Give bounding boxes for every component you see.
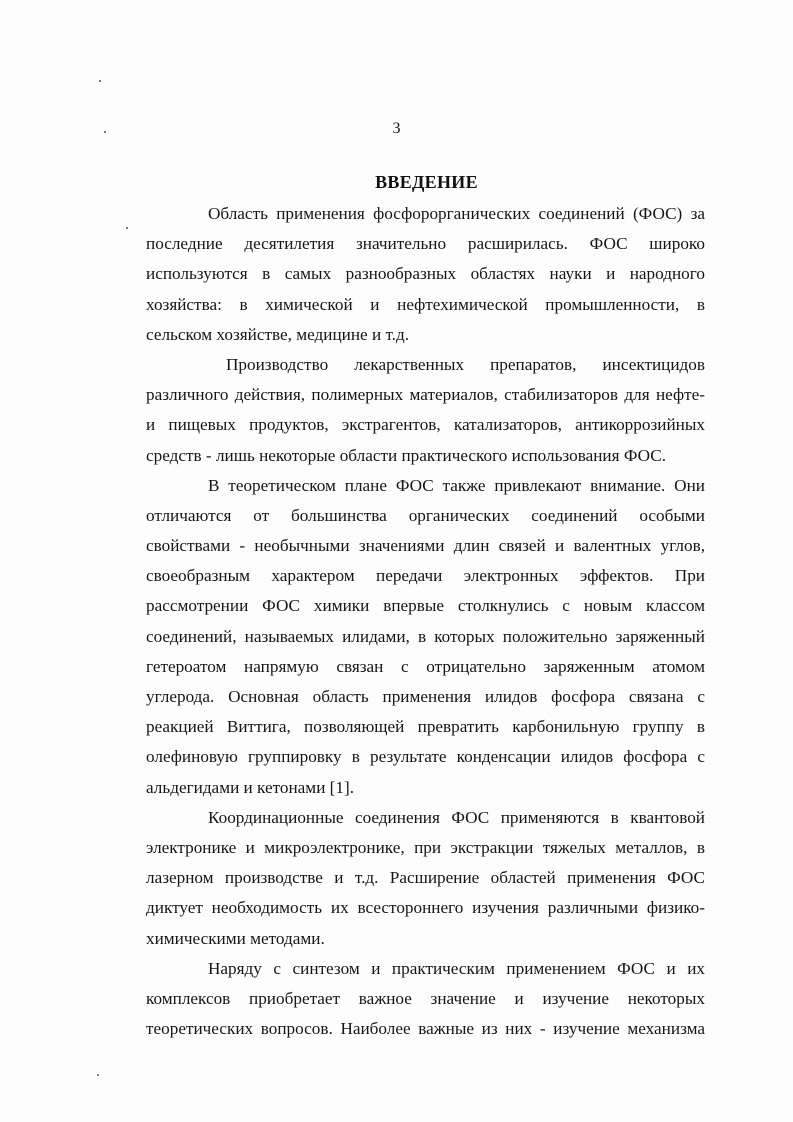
section-heading: ВВЕДЕНИЕ xyxy=(375,172,478,192)
scan-speck xyxy=(99,80,101,82)
text-line: соединений, называемых илидами, в которых положительно заряженный xyxy=(146,626,705,646)
text-line: теоретических вопросов. Наиболее важные из них - изучение механизма xyxy=(146,1019,705,1039)
text-line: альдегидами и кетонами [1]. xyxy=(146,777,355,797)
text-line: хозяйства: в химической и нефтехимической промышленности, в xyxy=(146,294,705,314)
text-line: последние десятилетия значительно расширилась. ФОС широко xyxy=(146,234,705,254)
scan-speck xyxy=(126,227,128,229)
text-line: лазерном производстве и т.д. Расширение областей применения ФОС xyxy=(146,868,705,888)
text-line: диктует необходимость их всестороннего изучения различными физико- xyxy=(146,898,705,918)
paragraph-4 xyxy=(146,803,705,954)
text-line: свойствами - необычными значениями длин связей и валентных углов, xyxy=(146,536,705,556)
paragraph-3 xyxy=(146,471,705,803)
text-line: углерода. Основная область применения илидов фосфора связана с xyxy=(146,687,705,706)
text-line: В теоретическом плане ФОС также привлекают внимание. Они xyxy=(208,475,705,495)
text-line: олефиновую группировку в результате конденсации илидов фосфора с xyxy=(146,747,705,767)
text-line: рассмотрении ФОС химики впервые столкнулись с новым классом xyxy=(146,596,705,616)
scan-speck xyxy=(97,1074,99,1076)
paragraph-2 xyxy=(146,350,705,471)
text-line: гетероатом напрямую связан с отрицательно заряженным атомом xyxy=(146,656,705,676)
text-line: и пищевых продуктов, экстрагентов, катализаторов, антикоррозийных xyxy=(146,415,705,435)
text-line: отличаются от большинства органических соединений особыми xyxy=(146,505,705,525)
text-line: используются в самых разнообразных областях науки и народного xyxy=(146,264,705,284)
text-line: сельском хозяйстве, медицине и т.д. xyxy=(146,324,410,344)
text-line: Область применения фосфорорганических соединений (ФОС) за xyxy=(208,204,705,223)
text-line: комплексов приобретает важное значение и изучение некоторых xyxy=(146,988,705,1008)
text-line: средств - лишь некоторые области практического использования ФОС. xyxy=(146,445,666,465)
page-number: 3 xyxy=(392,120,401,137)
body-text xyxy=(146,199,705,1044)
text-line: реакцией Виттига, позволяющей превратить карбонильную группу в xyxy=(146,717,705,737)
paragraph-1 xyxy=(146,199,705,350)
text-line: Наряду с синтезом и практическим применением ФОС и их xyxy=(208,958,705,978)
text-line: Координационные соединения ФОС применяются в квантовой xyxy=(208,807,705,827)
text-line: электронике и микроэлектронике, при экстракции тяжелых металлов, в xyxy=(146,837,705,857)
paragraph-5 xyxy=(146,954,705,1045)
text-line: Производство лекарственных препаратов, инсектицидов xyxy=(226,354,705,374)
text-line: химическими методами. xyxy=(146,928,325,948)
text-line: различного действия, полимерных материалов, стабилизаторов для нефте- xyxy=(146,385,705,405)
text-line: своеобразным характером передачи электронных эффектов. При xyxy=(146,566,705,586)
